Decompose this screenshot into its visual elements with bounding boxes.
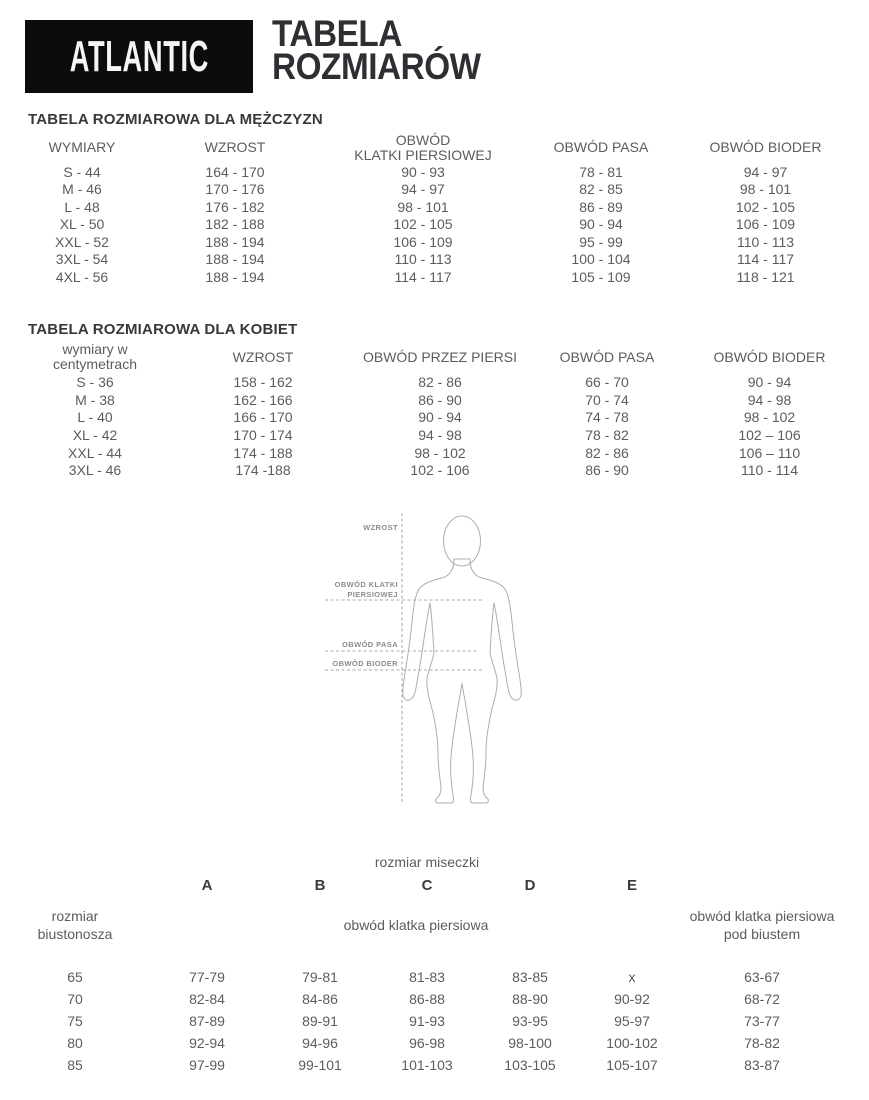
- table-cell: 174 - 188: [233, 444, 293, 461]
- men-table-heading: TABELA ROZMIAROWA DLA MĘŻCZYZN: [28, 111, 323, 128]
- table-row: [0, 966, 842, 988]
- table-cell: 82 - 85: [579, 181, 623, 198]
- table-cell: 83-85: [512, 969, 548, 985]
- table-cell: 100 - 104: [571, 251, 631, 268]
- table-cell: 93-95: [512, 1013, 548, 1029]
- table-cell: 78 - 82: [585, 426, 629, 443]
- table-cell: 87-89: [189, 1013, 225, 1029]
- bra-chest-header: obwód klatka piersiowa: [343, 917, 489, 933]
- header-line: OBWÓD: [395, 131, 451, 148]
- column-header-bust: [336, 341, 544, 373]
- table-cell: 80: [67, 1035, 83, 1051]
- table-cell: 106 - 109: [735, 216, 796, 233]
- table-cell: 86 - 90: [585, 462, 629, 479]
- bra-underbust-header: [682, 898, 842, 952]
- table-row: [0, 1032, 842, 1054]
- table-cell: 95 - 99: [579, 233, 623, 250]
- table-row: [0, 1054, 842, 1076]
- table-cell: 94 - 97: [401, 181, 445, 198]
- table-cell: 90 - 94: [747, 373, 792, 390]
- table-cell: 70 - 74: [585, 391, 629, 408]
- table-cell: 114 - 117: [736, 251, 795, 268]
- header-line: rozmiar: [51, 908, 99, 924]
- table-cell: 94 - 98: [418, 426, 462, 443]
- table-cell: 110 - 113: [736, 233, 795, 250]
- table-cell: 85: [67, 1057, 83, 1073]
- table-cell: 106 – 110: [738, 444, 801, 461]
- table-cell: L - 48: [64, 198, 100, 215]
- header-line: KLATKI PIERSIOWEJ: [354, 146, 492, 163]
- table-cell: 82 - 86: [418, 373, 462, 390]
- table-cell: 100-102: [606, 1035, 658, 1051]
- bra-size-header: [0, 898, 150, 952]
- cup-letters-row: [0, 872, 842, 898]
- table-cell: S - 44: [63, 163, 101, 180]
- table-cell: 88-90: [512, 991, 548, 1007]
- table-cell: 98 - 102: [414, 444, 466, 461]
- table-cell: 176 - 182: [205, 198, 265, 215]
- cup-letter-b: B: [314, 876, 326, 894]
- brand-logo: [25, 20, 253, 93]
- table-cell: 91-93: [409, 1013, 445, 1029]
- figure-label-chest-line2: PIERSIOWEJ: [347, 590, 398, 599]
- cup-letter-a: A: [201, 876, 213, 894]
- table-cell: 118 - 121: [736, 268, 795, 285]
- table-cell: 92-94: [189, 1035, 225, 1051]
- table-cell: 86 - 90: [418, 391, 462, 408]
- table-cell: 90 - 94: [418, 409, 462, 426]
- table-cell: M - 38: [75, 391, 115, 408]
- column-header-waist: [540, 132, 662, 163]
- table-cell: 63-67: [744, 969, 780, 985]
- cup-size-header: rozmiar miseczki: [374, 854, 480, 870]
- table-cell: 188 - 194: [205, 251, 265, 268]
- table-row: [0, 988, 842, 1010]
- table-cell: 73-77: [744, 1013, 780, 1029]
- male-body-outline: [403, 559, 522, 803]
- table-cell: 77-79: [189, 969, 225, 985]
- table-cell: 78-82: [744, 1035, 780, 1051]
- column-header-hips: [670, 341, 869, 373]
- table-cell: XL - 50: [59, 216, 105, 233]
- table-cell: 101-103: [401, 1057, 453, 1073]
- table-cell: S - 36: [76, 373, 114, 390]
- men-size-table: [0, 132, 869, 286]
- header-line: WYMIARY: [48, 139, 116, 155]
- table-cell: 94-96: [302, 1035, 338, 1051]
- brand-logo-text: ATLANTIC: [69, 31, 209, 81]
- table-cell: 98 - 101: [739, 181, 792, 198]
- table-cell: 114 - 117: [394, 268, 452, 285]
- table-cell: 82-84: [189, 991, 225, 1007]
- table-cell: 81-83: [409, 969, 445, 985]
- table-cell: 105-107: [606, 1057, 658, 1073]
- table-cell: 188 - 194: [205, 233, 265, 250]
- table-cell: 90 - 93: [401, 163, 445, 180]
- header-line: wymiary w: [62, 341, 128, 357]
- table-cell: 105 - 109: [571, 268, 631, 285]
- column-header-wymiary: [0, 341, 190, 373]
- header-line: OBWÓD BIODER: [709, 139, 822, 155]
- header-line: centymetrach: [52, 356, 138, 372]
- table-cell: L - 40: [77, 409, 113, 426]
- page-title-line1: TABELA: [272, 13, 402, 54]
- column-header-hips: [662, 132, 869, 163]
- column-header-wzrost: [190, 341, 336, 373]
- table-cell: 79-81: [302, 969, 338, 985]
- table-cell: 102 - 105: [735, 198, 796, 215]
- table-cell: 96-98: [409, 1035, 445, 1051]
- table-cell: 3XL - 46: [68, 462, 122, 479]
- table-cell: 98-100: [508, 1035, 552, 1051]
- header-line: WZROST: [232, 348, 294, 365]
- bra-size-table: [0, 852, 842, 1076]
- table-cell: XL - 42: [72, 426, 118, 443]
- table-cell: 164 - 170: [205, 163, 265, 180]
- table-cell: 99-101: [298, 1057, 342, 1073]
- table-cell: 102 - 106: [410, 462, 470, 479]
- page-title-line2: ROZMIARÓW: [272, 46, 481, 87]
- table-cell: 110 - 113: [394, 251, 452, 268]
- table-cell: 84-86: [302, 991, 338, 1007]
- header-line: OBWÓD PRZEZ PIERSI: [362, 348, 517, 365]
- table-cell: 78 - 81: [579, 163, 623, 180]
- table-cell: 166 - 170: [233, 409, 293, 426]
- table-cell: 98 - 101: [397, 198, 449, 215]
- column-header-wzrost: [164, 132, 306, 163]
- column-header-waist: [544, 341, 670, 373]
- table-cell: 82 - 86: [585, 444, 629, 461]
- table-cell: 97-99: [189, 1057, 225, 1073]
- figure-label-waist: OBWÓD PASA: [342, 640, 398, 649]
- column-header-chest: [306, 132, 540, 163]
- table-cell: M - 46: [62, 181, 102, 198]
- table-cell: 102 – 106: [738, 426, 801, 443]
- table-cell: 162 - 166: [233, 391, 293, 408]
- table-cell: 188 - 194: [205, 268, 265, 285]
- figure-label-height: WZROST: [363, 523, 398, 532]
- table-cell: 158 - 162: [233, 373, 293, 390]
- header-line: pod biustem: [723, 926, 801, 942]
- women-size-table: [0, 341, 869, 479]
- table-cell: 68-72: [744, 991, 780, 1007]
- table-row: [0, 1010, 842, 1032]
- page-title: [272, 13, 481, 87]
- cup-letter-d: D: [524, 876, 536, 894]
- table-cell: 90 - 94: [579, 216, 623, 233]
- table-cell: 98 - 102: [743, 409, 796, 426]
- table-cell: 106 - 109: [393, 233, 453, 250]
- table-cell: 75: [67, 1013, 83, 1029]
- table-cell: 170 - 176: [205, 181, 265, 198]
- table-cell: 70: [67, 991, 83, 1007]
- cup-header-row: [0, 852, 842, 872]
- table-cell: 170 - 174: [233, 426, 293, 443]
- table-cell: 90-92: [614, 991, 650, 1007]
- cup-letter-c: C: [421, 876, 433, 894]
- table-cell: 182 - 188: [205, 216, 265, 233]
- women-table-heading: TABELA ROZMIAROWA DLA KOBIET: [28, 321, 298, 338]
- table-cell: 86 - 89: [579, 198, 623, 215]
- body-measurement-diagram: [270, 505, 560, 810]
- table-cell: 94 - 97: [743, 163, 788, 180]
- table-cell: x: [628, 969, 636, 985]
- table-cell: XXL - 44: [68, 444, 122, 461]
- table-cell: 4XL - 56: [55, 268, 109, 285]
- table-cell: 89-91: [302, 1013, 338, 1029]
- cup-letter-e: E: [626, 876, 637, 894]
- table-cell: XXL - 52: [55, 233, 109, 250]
- bra-headers-row: [0, 898, 842, 952]
- header-line: OBWÓD PASA: [553, 139, 649, 155]
- table-cell: 102 - 105: [393, 216, 453, 233]
- header-line: WZROST: [204, 139, 266, 155]
- table-cell: 74 - 78: [585, 409, 629, 426]
- figure-label-hips: OBWÓD BIODER: [332, 659, 398, 668]
- table-cell: 95-97: [614, 1013, 650, 1029]
- table-cell: 103-105: [504, 1057, 556, 1073]
- header-line: biustonosza: [37, 926, 113, 942]
- table-cell: 110 - 114: [740, 462, 799, 479]
- header-line: obwód klatka piersiowa: [689, 908, 835, 924]
- table-cell: 65: [67, 969, 83, 985]
- header-line: OBWÓD PASA: [559, 348, 655, 365]
- table-cell: 3XL - 54: [55, 251, 109, 268]
- table-cell: 94 - 98: [747, 391, 792, 408]
- table-cell: 83-87: [744, 1057, 780, 1073]
- table-cell: 86-88: [409, 991, 445, 1007]
- header-line: OBWÓD BIODER: [713, 348, 826, 365]
- table-cell: 174 -188: [235, 462, 291, 479]
- column-header-wymiary: [0, 132, 164, 163]
- figure-label-chest-line1: OBWÓD KLATKI: [334, 580, 398, 589]
- table-cell: 66 - 70: [585, 373, 629, 390]
